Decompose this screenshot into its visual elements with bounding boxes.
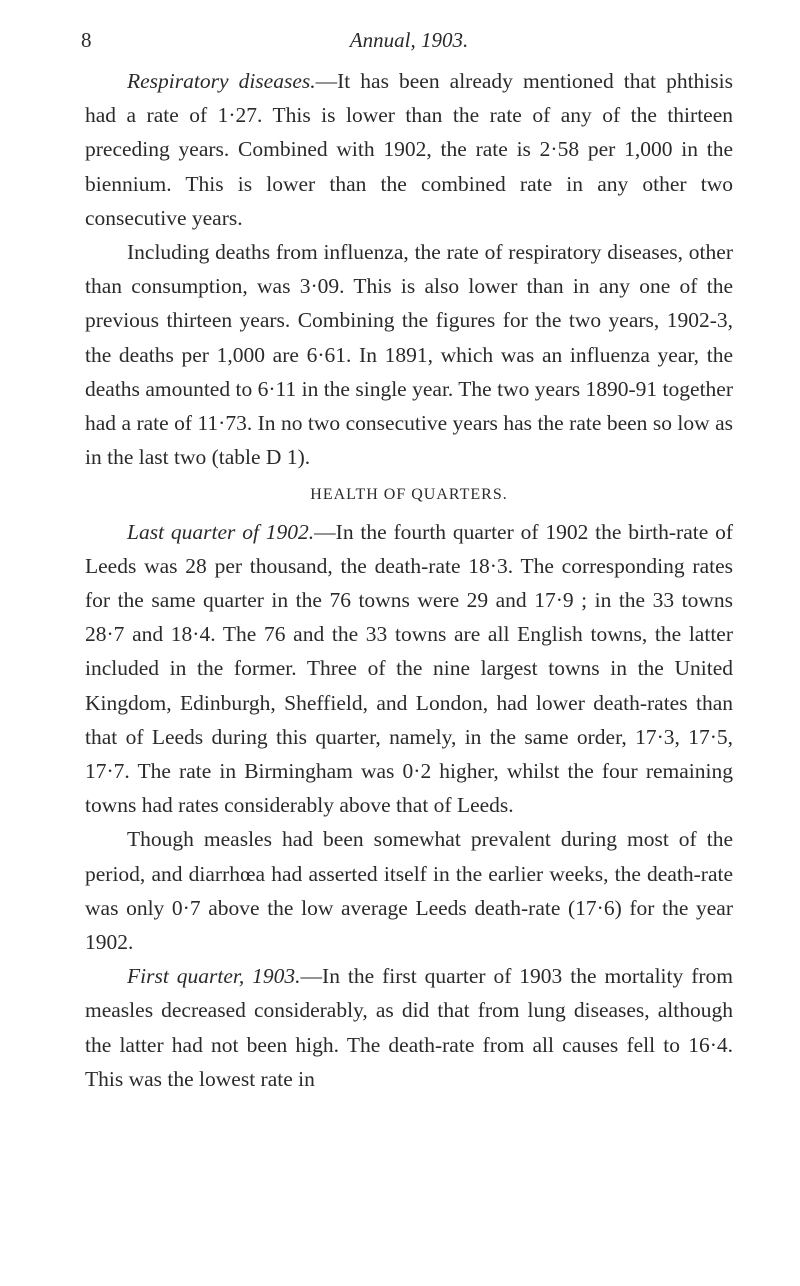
- paragraph-text: Though measles had been somewhat prevalent during most of the period, and diarrhœa had asserted itself in the earlier weeks, the death-rate was only 0·7 above the low average Leeds death-rate (17·6) for the year 1902.: [85, 827, 733, 955]
- paragraph-first-quarter-1903: [85, 959, 733, 1096]
- paragraph-text: —In the first quarter of 1903 the mortality from measles decreased considerably, as did that from lung diseases, although the latter had not been high. The death-rate from all causes fell to 16·4. This was the lowest rate in: [85, 964, 733, 1091]
- paragraph-lead: Respiratory diseases.: [127, 69, 316, 93]
- page-number: 8: [81, 28, 92, 52]
- paragraph-respiratory-diseases: [85, 64, 733, 235]
- paragraph-influenza: [85, 235, 733, 474]
- running-head: [81, 20, 733, 64]
- paragraph-last-quarter-1902: [85, 515, 733, 823]
- paragraph-lead: Last quarter of 1902.: [127, 519, 315, 544]
- paragraph-lead: First quarter, 1903.: [127, 964, 301, 989]
- paragraph-text: Including deaths from influenza, the rate of respiratory diseases, other than consumption, was 3·09. This is also lower than in any one of the previous thirteen years. Combining the figures for the two years, 1902-3, the deaths per 1,000 are 6·61. In 1891, which was an influenza year, the deaths amounted to 6·11 in the single year. The two years 1890-91 together had a rate of 11·73. In no two consecutive years has the rate been so low as in the last two (table D 1).: [85, 240, 733, 470]
- paragraph-text: —In the fourth quarter of 1902 the birth-rate of Leeds was 28 per thousand, the death-rate 18·3. The corresponding rates for the same quarter in the 76 towns were 29 and 17·9 ; in the 33 towns 28·7 and 18·4. The 76 and the 33 towns are all English towns, the latter included in the former. Three of the nine largest towns in the United Kingdom, Edinburgh, Sheffield, and London, had lower death-rates than that of Leeds during this quarter, namely, in the same order, 17·3, 17·5, 17·7. The rate in Birmingham was 0·2 higher, whilst the four remaining towns had rates considerably above that of Leeds.: [85, 519, 733, 818]
- section-heading: HEALTH OF QUARTERS.: [310, 486, 508, 504]
- page: [81, 20, 733, 1096]
- paragraph-text: —It has been already mentioned that phthisis had a rate of 1·27. This is lower than the rate of any of the thirteen preceding years. Combined with 1902, the rate is 2·58 per 1,000 in the biennium. This is lower than the combined rate in any other two consecutive years.: [85, 69, 733, 230]
- paragraph-measles: [85, 822, 733, 959]
- running-title: Annual, 1903.: [349, 28, 469, 52]
